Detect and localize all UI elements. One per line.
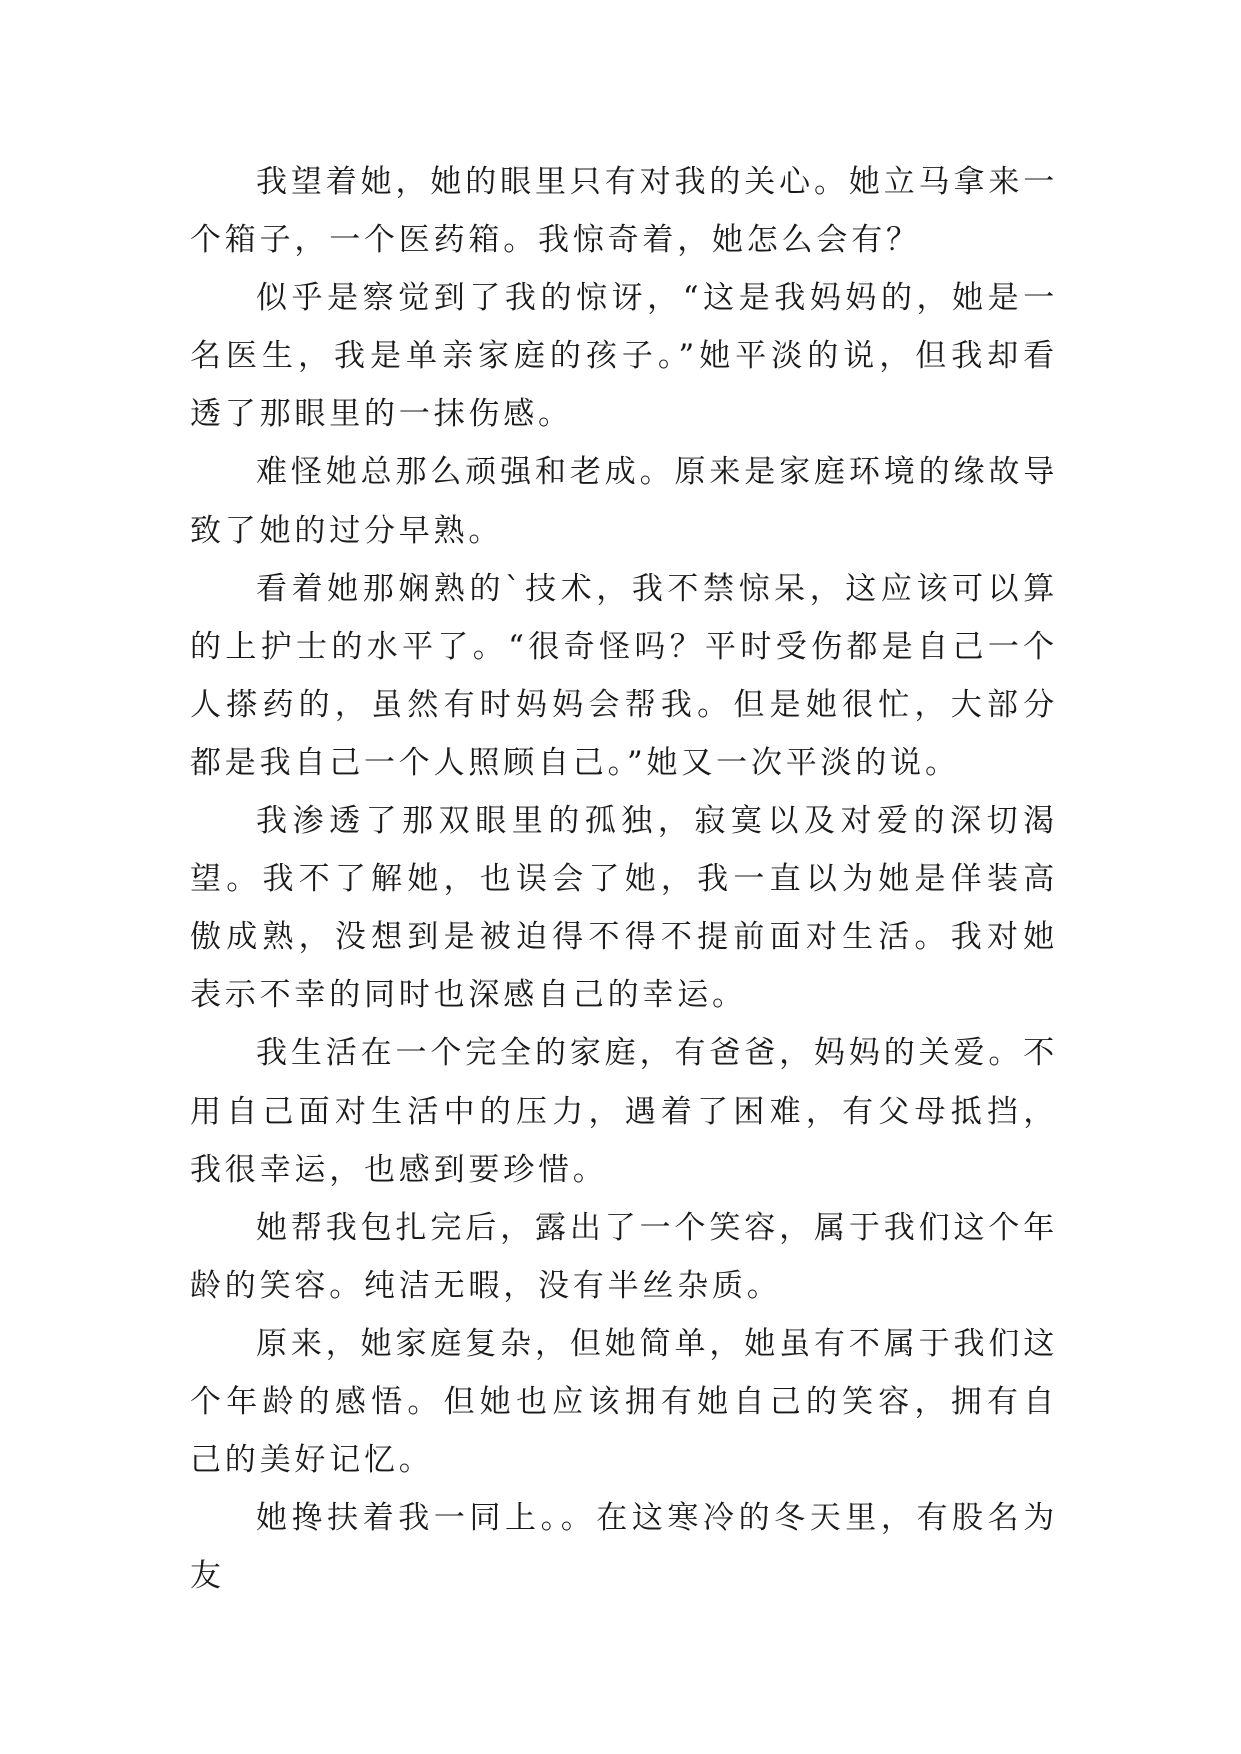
paragraph: 我渗透了那双眼里的孤独，寂寞以及对爱的深切渴望。我不了解她，也误会了她，我一直以为她是佯装高傲成熟，没想到是被迫得不得不提前面对生活。我对她表示不幸的同时也深感自己的幸运。	[190, 803, 1058, 1014]
paragraph: 她搀扶着我一同上。。在这寒冷的冬天里，有股名为友	[190, 1500, 1058, 1595]
paragraph: 我望着她，她的眼里只有对我的关心。她立马拿来一个箱子，一个医药箱。我惊奇着，她怎么会有？	[190, 164, 1058, 259]
paragraph: 似乎是察觉到了我的惊讶，“这是我妈妈的，她是一名医生，我是单亲家庭的孩子。”她平淡的说，但我却看透了那眼里的一抹伤感。	[190, 280, 1058, 433]
body-text	[190, 153, 1058, 1605]
paragraph: 难怪她总那么顽强和老成。原来是家庭环境的缘故导致了她的过分早熟。	[190, 454, 1058, 549]
paragraph: 看着她那娴熟的`技术，我不禁惊呆，这应该可以算的上护士的水平了。“很奇怪吗？平时受伤都是自己一个人搽药的，虽然有时妈妈会帮我。但是她很忙，大部分都是我自己一个人照顾自己。”她又一次平淡的说。	[190, 570, 1058, 781]
paragraph: 原来，她家庭复杂，但她简单，她虽有不属于我们这个年龄的感悟。但她也应该拥有她自己的笑容，拥有自己的美好记忆。	[190, 1325, 1058, 1479]
paragraph: 她帮我包扎完后，露出了一个笑容，属于我们这个年龄的笑容。纯洁无暇，没有半丝杂质。	[190, 1209, 1058, 1304]
paragraph: 我生活在一个完全的家庭，有爸爸，妈妈的关爱。不用自己面对生活中的压力，遇着了困难，有父母抵挡，我很幸运，也感到要珍惜。	[190, 1035, 1058, 1188]
